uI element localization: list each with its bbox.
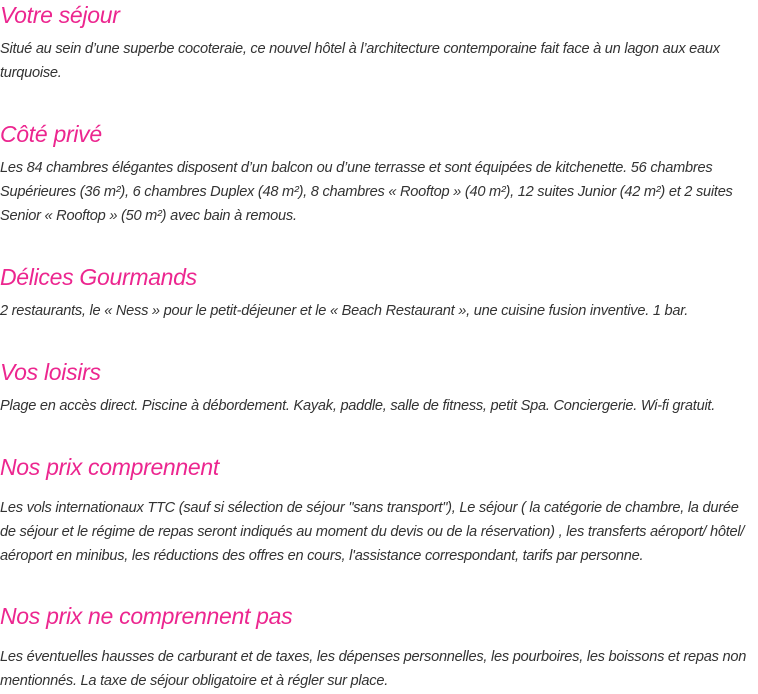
section-text: Les éventuelles hausses de carburant et de taxes, les dépenses personnelles, les pourboires, les boissons et repas non mentionnés. La taxe de séjour obligatoire et à régler sur place. [0, 649, 747, 689]
section-cote-prive [0, 119, 758, 228]
section-title: Nos prix ne comprennent pas [0, 603, 293, 629]
section-title: Côté privé [0, 121, 102, 147]
section-title: Vos loisirs [0, 359, 101, 385]
section-nos-prix-ne-comprennent-pas [0, 601, 758, 693]
section-vos-loisirs [0, 357, 758, 418]
section-text: Les vols internationaux TTC (sauf si sélection de séjour "sans transport"), Le séjour ( la catégorie de chambre, la durée de séjour et le régime de repas seront indiqués au moment du devis ou de la réservation) , les transferts aéroport/ hôtel/ aéroport en minibus, les réductions des offres en cours, l'assistance correspondant, tarifs par personne. [0, 500, 745, 564]
section-text: 2 restaurants, le « Ness » pour le petit-déjeuner et le « Beach Restaurant », une cuisine fusion inventive. 1 bar. [0, 303, 689, 319]
section-text: Plage en accès direct. Piscine à débordement. Kayak, paddle, salle de fitness, petit Spa. Conciergerie. Wi-fi gratuit. [0, 398, 716, 414]
section-delices-gourmands [0, 262, 758, 323]
section-nos-prix-comprennent [0, 452, 758, 568]
section-text: Les 84 chambres élégantes disposent d’un balcon ou d’une terrasse et sont équipées de kitchenette. 56 chambres Supérieures (36 m²), 6 chambres Duplex (48 m²), 8 chambres « Rooftop » (40 m²), 12 suites Junior (42 m²) et 2 suites Senior « Rooftop » (50 m²) avec bain à remous. [0, 160, 733, 224]
section-votre-sejour [0, 0, 758, 85]
section-text: Situé au sein d’une superbe cocoteraie, ce nouvel hôtel à l’architecture contemporaine fait face à un lagon aux eaux turquoise. [0, 41, 720, 81]
section-title: Délices Gourmands [0, 264, 197, 290]
section-title: Nos prix comprennent [0, 454, 219, 480]
section-title: Votre séjour [0, 2, 120, 28]
